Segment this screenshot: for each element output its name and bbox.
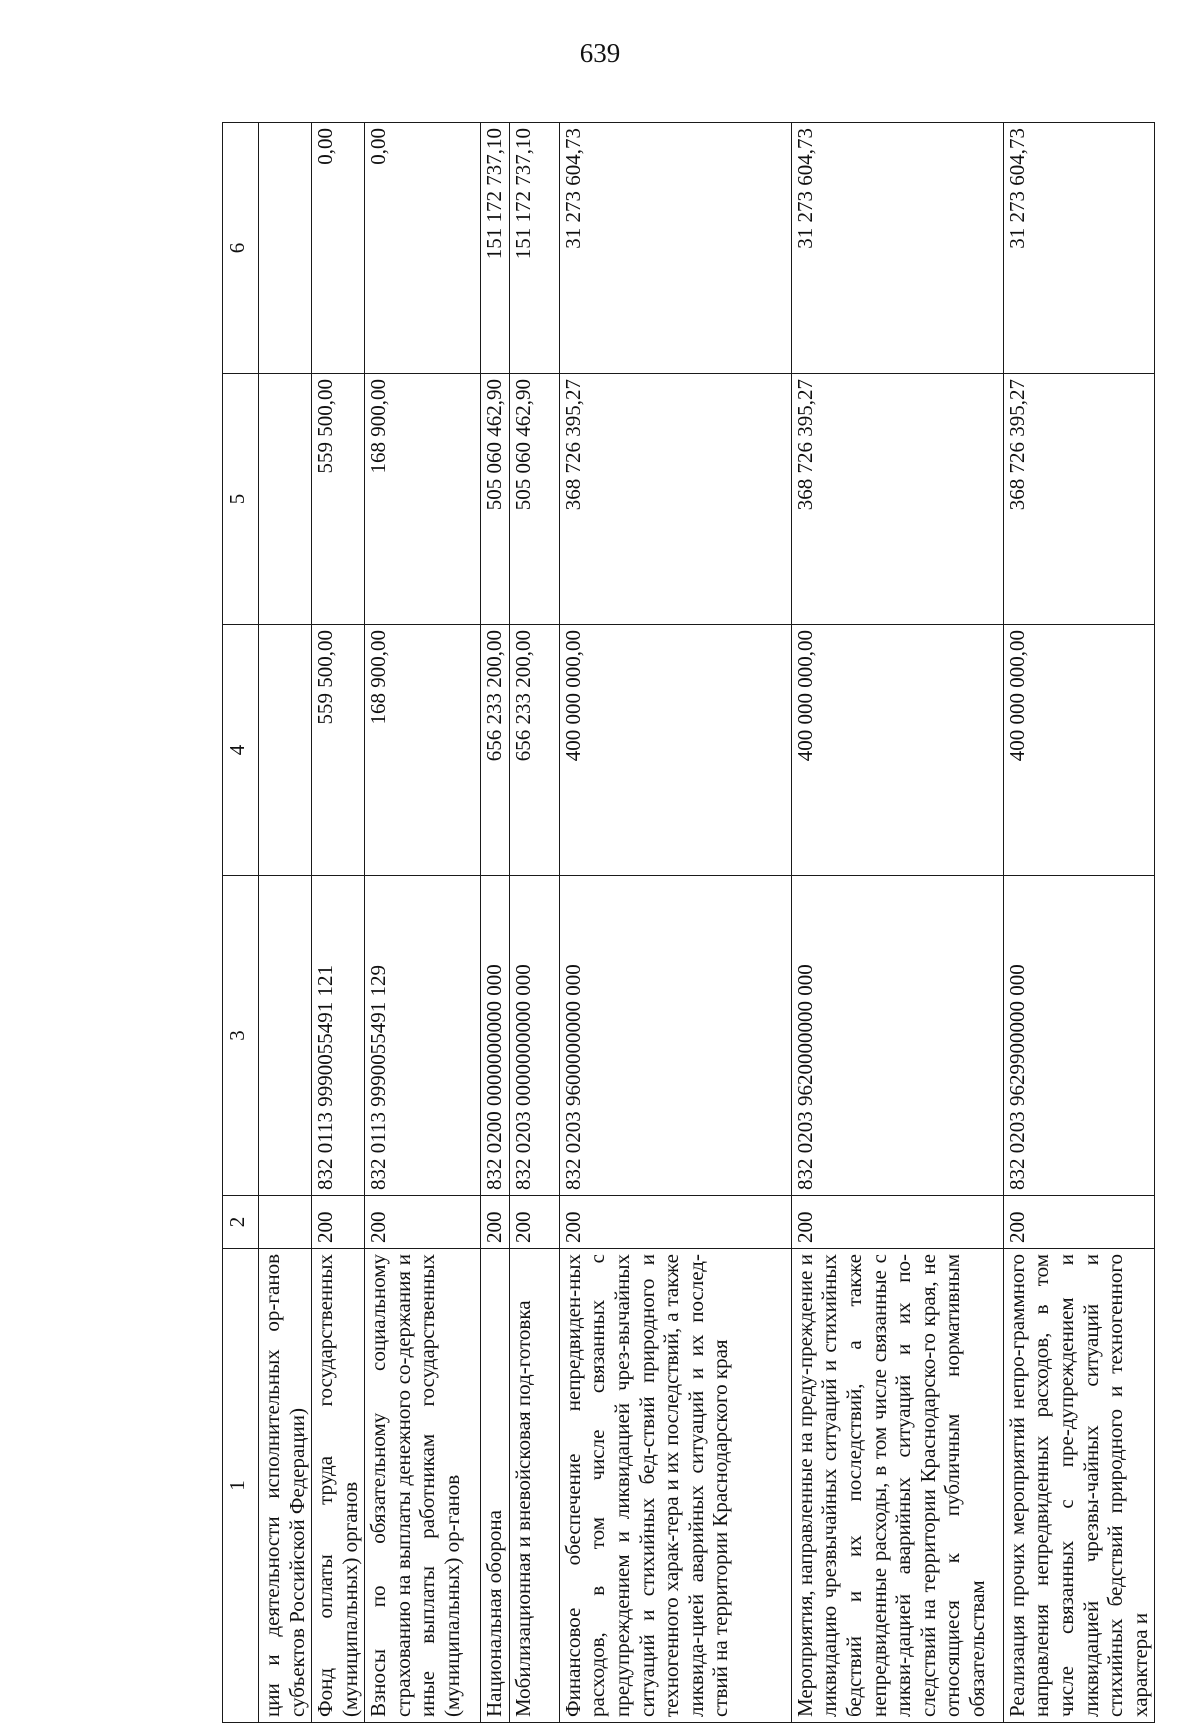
row-unexecuted: 31 273 604,73	[559, 123, 791, 374]
row-name: Взносы по обязательному социальному страхованию на выплаты денежного со-держания и иные выплаты работникам государственных (муниципальных) ор-ганов	[365, 1249, 481, 1723]
table-row	[791, 123, 1003, 1723]
row-code: 200	[365, 1196, 481, 1249]
table-row	[365, 123, 481, 1723]
row-unexecuted: 31 273 604,73	[791, 123, 1003, 374]
row-unexecuted: 151 172 737,10	[481, 123, 510, 374]
row-code: 200	[481, 1196, 510, 1249]
row-executed: 168 900,00	[365, 374, 481, 625]
column-header: 5	[223, 374, 259, 625]
column-header: 2	[223, 1196, 259, 1249]
column-header: 4	[223, 625, 259, 876]
row-code: 200	[509, 1196, 559, 1249]
budget-table	[222, 122, 1155, 1723]
row-name: Мобилизационная и вневойсковая под-готовка	[509, 1249, 559, 1723]
row-code: 200	[791, 1196, 1003, 1249]
row-approved: 400 000 000,00	[791, 625, 1003, 876]
row-code: 200	[312, 1196, 365, 1249]
row-kbk: 832 0200 0000000000 000	[481, 876, 510, 1196]
column-header: 3	[223, 876, 259, 1196]
column-header: 1	[223, 1249, 259, 1723]
row-kbk: 832 0113 9990055491 129	[365, 876, 481, 1196]
row-approved	[259, 625, 312, 876]
row-unexecuted: 31 273 604,73	[1003, 123, 1154, 374]
row-approved: 656 233 200,00	[481, 625, 510, 876]
row-approved: 656 233 200,00	[509, 625, 559, 876]
row-name: Реализация прочих мероприятий непро-граммного направления непредвиденных расходов, в том числе связанных с пре-дупреждением и ликвидацией чрезвы-чайных ситуаций и стихийных бедствий природного и техногенного характера и	[1003, 1249, 1154, 1723]
row-executed: 505 060 462,90	[481, 374, 510, 625]
page-number: 639	[579, 38, 621, 68]
row-kbk	[259, 876, 312, 1196]
row-kbk: 832 0203 9620000000 000	[791, 876, 1003, 1196]
row-executed: 368 726 395,27	[559, 374, 791, 625]
table-row	[559, 123, 791, 1723]
row-code: 200	[559, 1196, 791, 1249]
table-row	[481, 123, 510, 1723]
table-row	[509, 123, 559, 1723]
table-row	[259, 123, 312, 1723]
row-kbk: 832 0203 9600000000 000	[559, 876, 791, 1196]
rotated-table-block	[173, 123, 1173, 1723]
row-name: Фонд оплаты труда государственных (муниципальных) органов	[312, 1249, 365, 1723]
row-unexecuted: 151 172 737,10	[509, 123, 559, 374]
row-unexecuted: 0,00	[365, 123, 481, 374]
row-executed: 368 726 395,27	[791, 374, 1003, 625]
row-executed: 505 060 462,90	[509, 374, 559, 625]
row-code: 200	[1003, 1196, 1154, 1249]
header-row	[223, 123, 259, 1723]
table-row	[312, 123, 365, 1723]
table-row	[1003, 123, 1154, 1723]
column-header: 6	[223, 123, 259, 374]
row-kbk: 832 0203 9629900000 000	[1003, 876, 1154, 1196]
row-unexecuted: 0,00	[312, 123, 365, 374]
row-name: Финансовое обеспечение непредвиден-ных расходов, в том числе связанных с предупреждением и ликвидацией чрез-вычайных ситуаций и стихийных бед-ствий природного и техногенного харак-тера и их последствий, а также ликвида-цией аварийных ситуаций и их послед-ствий на территории Краснодарского края	[559, 1249, 791, 1723]
row-kbk: 832 0203 0000000000 000	[509, 876, 559, 1196]
row-executed: 559 500,00	[312, 374, 365, 625]
row-approved: 400 000 000,00	[559, 625, 791, 876]
row-executed: 368 726 395,27	[1003, 374, 1154, 625]
row-approved: 400 000 000,00	[1003, 625, 1154, 876]
row-name: Мероприятия, направленные на преду-преждение и ликвидацию чрезвычайных ситуаций и стихийных бедствий и их последствий, а также непредвиденные расходы, в том числе связанные с ликви-дацией аварийных ситуаций и их по-следствий на территории Краснодарско-го края, не относящиеся к публичным нормативным обязательствам	[791, 1249, 1003, 1723]
row-unexecuted	[259, 123, 312, 374]
row-code	[259, 1196, 312, 1249]
row-approved: 168 900,00	[365, 625, 481, 876]
row-executed	[259, 374, 312, 625]
row-name: ции и деятельности исполнительных ор-ганов субъектов Российской Федерации)	[259, 1249, 312, 1723]
row-kbk: 832 0113 9990055491 121	[312, 876, 365, 1196]
row-name: Национальная оборона	[481, 1249, 510, 1723]
row-approved: 559 500,00	[312, 625, 365, 876]
